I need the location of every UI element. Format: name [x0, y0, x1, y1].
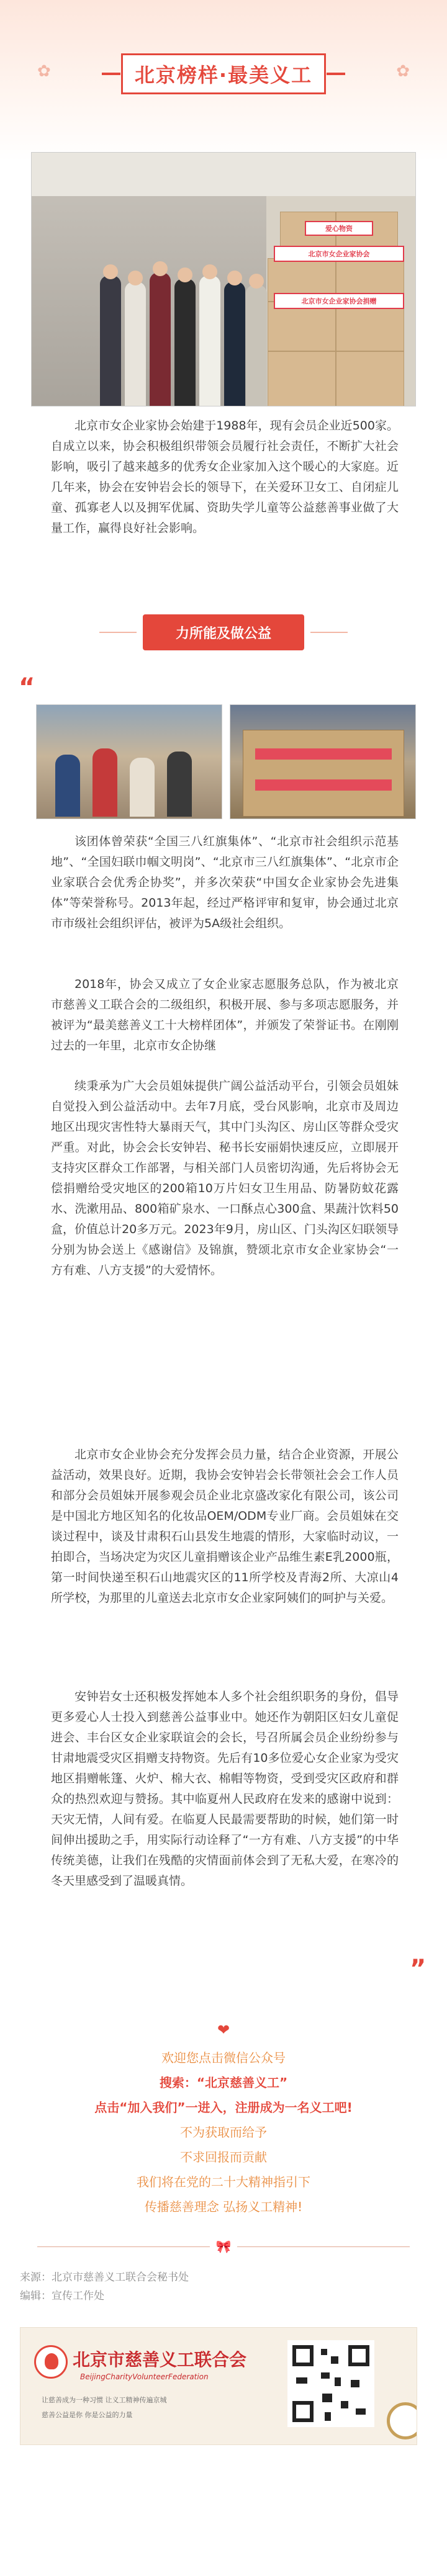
- flower-ornament-icon: ✿: [37, 62, 51, 81]
- body-paragraph: 北京市女企业协会充分发挥会员力量，结合企业资源，开展公益活动，效果良好。近期，我协会安钟岩会长带领社会会工作人员和部分会员姐妹开展参观会员企业北京盛改家化有限公司，该公司是中国北方地区知名的化妆品OEM/ODM专业厂商。会员姐妹在交谈过程中，谈及甘肃积石山县发生地震的情形，大家临时动议，一拍即合，当场决定为灾区儿童捐赠该企业产品维生素E乳2000瓶，第一时间快递至积石山地震灾区的11所学校及青海2所、大凉山4所学校，为那里的儿童送去北京市女企业家阿姨们的呵护与关爱。: [51, 1448, 399, 1605]
- relief-photo-2: [230, 704, 416, 819]
- follow-line: 不求回报而贡献: [180, 2150, 267, 2165]
- relief-photo-1: [36, 704, 222, 819]
- top-banner: [0, 0, 447, 161]
- photo-banner: 北京市女企业家协会: [274, 246, 404, 262]
- footer-card: [20, 2327, 417, 2445]
- editor-line: 编辑：宣传工作处: [20, 2290, 104, 2302]
- bow-icon: 🎀: [0, 2237, 447, 2256]
- body-paragraph: 安钟岩女士还积极发挥她本人多个社会组织职务的身份，倡导更多爱心人士投入到慈善公益事业中。她还作为朝阳区妇女儿童促进会、丰台区女企业家联谊会的会长，号召所属会员企业纷纷参与甘肃地震受灾区捐赠支持物资。先后有10多位爱心女企业家为受灾地区捐赠帐篷、火炉、棉大衣、棉帽等物资，受到受灾区政府和群众的热烈欢迎与赞扬。其中临夏州人民政府在发来的感谢中说到：天灾无情，人间有爱。在临夏人民最需要帮助的时候，她们第一时间伸出援助之手，用实际行动诠释了“一方有难、八方支援”的中华传统美德，让我们在残酷的灾情面前体会到了无私大爱，在寒冷的冬天里感受到了温暖真情。: [51, 1690, 399, 1888]
- follow-line: 我们将在党的二十大精神指引下: [137, 2174, 310, 2189]
- follow-line: 欢迎您点击微信公众号: [161, 2050, 286, 2065]
- charity-logo-icon: [34, 2345, 68, 2379]
- intro-paragraph: 北京市女企业家协会始建于1988年，现有会员企业近500家。自成立以来，协会积极组织带领会员履行社会责任，不断扩大社会影响，吸引了越来越多的优秀女企业家加入这个暖心的大家庭。近几年来，协会在安钟岩会长的领导下，在关爱环卫女工、自闭症儿童、孤寡老人以及拥军优属、资助失学儿童等公益慈善事业做了大量工作，赢得良好社会影响。: [51, 419, 399, 535]
- photo-banner: 北京市女企业家协会捐赠: [274, 293, 404, 309]
- follow-line: 搜索：“北京慈善义工”: [159, 2075, 288, 2090]
- photo-label: 爱心物资: [305, 221, 373, 236]
- follow-line: 不为获取而给予: [180, 2125, 267, 2140]
- decorative-ring-icon: [387, 2402, 417, 2439]
- org-name: 北京市慈善义工联合会: [73, 2349, 247, 2370]
- org-slogan: 慈善公益是你 你是公益的力量: [42, 2411, 133, 2419]
- title-box: [121, 53, 326, 94]
- flower-ornament-icon: ✿: [396, 62, 410, 81]
- body-paragraph: 该团体曾荣获“全国三八红旗集体”、“北京市社会组织示范基地”、“全国妇联巾帼文明岗”、“北京市三八红旗集体”、“北京市企业家联合会优秀企协奖”，并多次荣获“中国女企业家协会先进集体”等荣誉称号。2013年起，经过严格评审和复审，协会通过北京市市级社会组织评估，被评为5A级社会组织。: [51, 835, 399, 930]
- org-english-name: BeijingCharityVolunteerFederation: [80, 2372, 209, 2381]
- body-paragraph: 续秉承为广大会员姐妹提供广阔公益活动平台，引领会员姐妹自觉投入到公益活动中。去年7月底，受台风影响，北京市及周边地区出现灾害性特大暴雨天气，其中门头沟区、房山区等群众受灾严重。对此，协会会长安钟岩、秘书长安丽娟快速反应，立即展开支持灾区群众工作部署，与相关部门人员密切沟通，先后将协会无偿捐赠给受灾地区的200箱10万片妇女卫生用品、防暑防蚊花露水、洗漱用品、800箱矿泉水、一口酥点心300盒、果蔬汁饮料50盒，价值总计20多万元。2023年9月，房山区、门头沟区妇联领导分别为协会送上《感谢信》及锦旗，赞颂北京市女企业家协会“一方有难、八方支援”的大爱情怀。: [51, 1079, 399, 1277]
- org-slogan: 让慈善成为一种习惯 让义工精神传遍京城: [42, 2396, 167, 2404]
- source-line: 来源：北京市慈善义工联合会秘书处: [20, 2271, 189, 2284]
- follow-line: 传播慈善理念 弘扬义工精神!: [144, 2199, 303, 2214]
- qr-code-icon: [287, 2340, 374, 2427]
- heart-icon: ❤: [217, 2021, 230, 2039]
- open-quote-icon: “: [19, 673, 35, 702]
- group-photo: [31, 152, 416, 406]
- section-title: 力所能及做公益: [175, 626, 271, 642]
- page-title: 北京榜样·最美义工: [134, 63, 313, 87]
- follow-line: 点击“加入我们”一进入，注册成为一名义工吧!: [94, 2100, 353, 2115]
- body-paragraph: 2018年，协会又成立了女企业家志愿服务总队，作为被北京市慈善义工联合会的二级组织，积极开展、参与多项志愿服务，并被评为“最美慈善义工十大榜样团体”，并颁发了荣誉证书。在刚刚过去的一年里，北京市女企协继: [51, 977, 399, 1052]
- close-quote-icon: ”: [410, 1955, 427, 1983]
- section-header: [143, 614, 304, 650]
